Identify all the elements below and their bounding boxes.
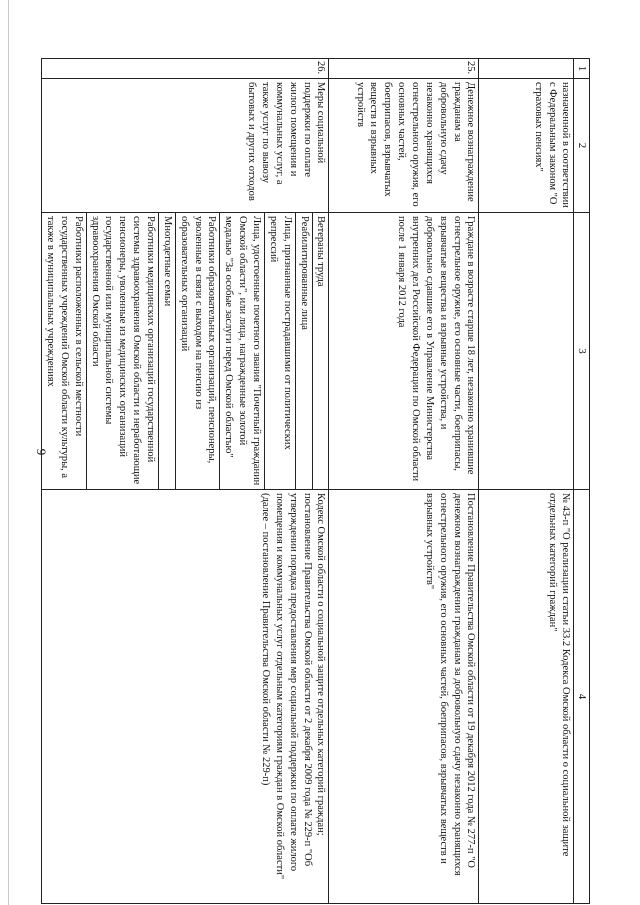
legal-acts-cell: № 43-п "О реализации статьи 33.2 Кодекса Омской области о социальной защите отдельных категорий граждан" — [479, 490, 574, 904]
header-col-3: 3 — [574, 213, 590, 490]
measure-cell: Меры социальной поддержки по оплате жилого помещения и коммунальных услуг, а также услуг по вывозу бытовых и других отходов — [42, 79, 329, 213]
recipient-item: Ветераны труда — [312, 213, 329, 489]
recipients-cell — [479, 213, 574, 490]
header-col-1: 1 — [574, 59, 590, 79]
recipient-item: Лица, удостоенные почетного звания "Почетный гражданин Омской области", или лица, награжденные золотой медалью "За особые заслуги перед Омской областью" — [219, 213, 264, 489]
recipient-item: Многодетные семьи — [158, 213, 175, 489]
row-number: 26. — [42, 59, 329, 79]
page-number: 9 — [34, 448, 49, 456]
table-row — [479, 59, 574, 904]
table-row — [329, 59, 479, 904]
header-col-4: 4 — [574, 490, 590, 904]
recipient-item: Лица, признанные пострадавшими от политических репрессий — [264, 213, 295, 489]
benefits-table — [41, 58, 590, 904]
recipients-cell — [42, 213, 329, 490]
row-number — [479, 59, 574, 79]
measure-cell: Денежное вознаграждение гражданам за добровольную сдачу незаконно хранящихся огнестрельного оружия, его основных частей, боеприпасов, взрывчатых веществ и взрывных устройств — [329, 79, 479, 213]
page-edge-line — [8, 0, 9, 905]
table-row — [42, 59, 329, 904]
row-number: 25. — [329, 59, 479, 79]
table-header-row — [574, 59, 590, 904]
recipients-cell: Граждане в возрасте старше 18 лет, незаконно хранившие огнестрельное оружие, его основные части, боеприпасы, взрывчатые вещества и взрывные устройства, и добровольно сдавшие его в Управление Министерства внутренних дел Российской Федерации по Омской области после 1 января 2012 года — [329, 213, 479, 490]
legal-acts-cell: Кодекс Омской области о социальной защите отдельных категорий граждан; постановление Правительства Омской области от 2 декабря 2009 года № 229-п "Об утверждении порядка предоставления мер социальной поддержки по оплате жилого помещения и коммунальных услуг отдельным категориям граждан в Омской области" (далее – постановление Правительства Омской области № 229-п) — [42, 490, 329, 904]
measure-cell: назначенной в соответствии с Федеральным законом "О страховых пенсиях" — [479, 79, 574, 213]
header-col-2: 2 — [574, 79, 590, 213]
recipient-item: Работники расположенных в сельской местности государственных учреждений Омской области культуры, а также в муниципальных учреждениях — [45, 216, 84, 479]
legal-acts-cell: Постановление Правительства Омской области от 19 декабря 2012 года № 277-п "О денежном вознаграждении гражданам за добровольную сдачу незаконно хранящихся огнестрельного оружия, его основных частей, боеприпасов, взрывчатых веществ и взрывных устройств" — [329, 490, 479, 904]
recipient-item: Работники образовательных организаций, пенсионеры, уволенные в связи с выходом на пенсию из образовательных организаций — [175, 213, 220, 489]
recipient-item: Реабилитированные лица — [295, 213, 312, 489]
recipient-item: Работники медицинских организаций государственной системы здравоохранения Омской области и неработающие пенсионеры, уволенные из медицинских организаций государственной или муниципальной системы здравоохранения Омской области — [86, 213, 158, 489]
rotated-table-frame — [45, 58, 590, 903]
